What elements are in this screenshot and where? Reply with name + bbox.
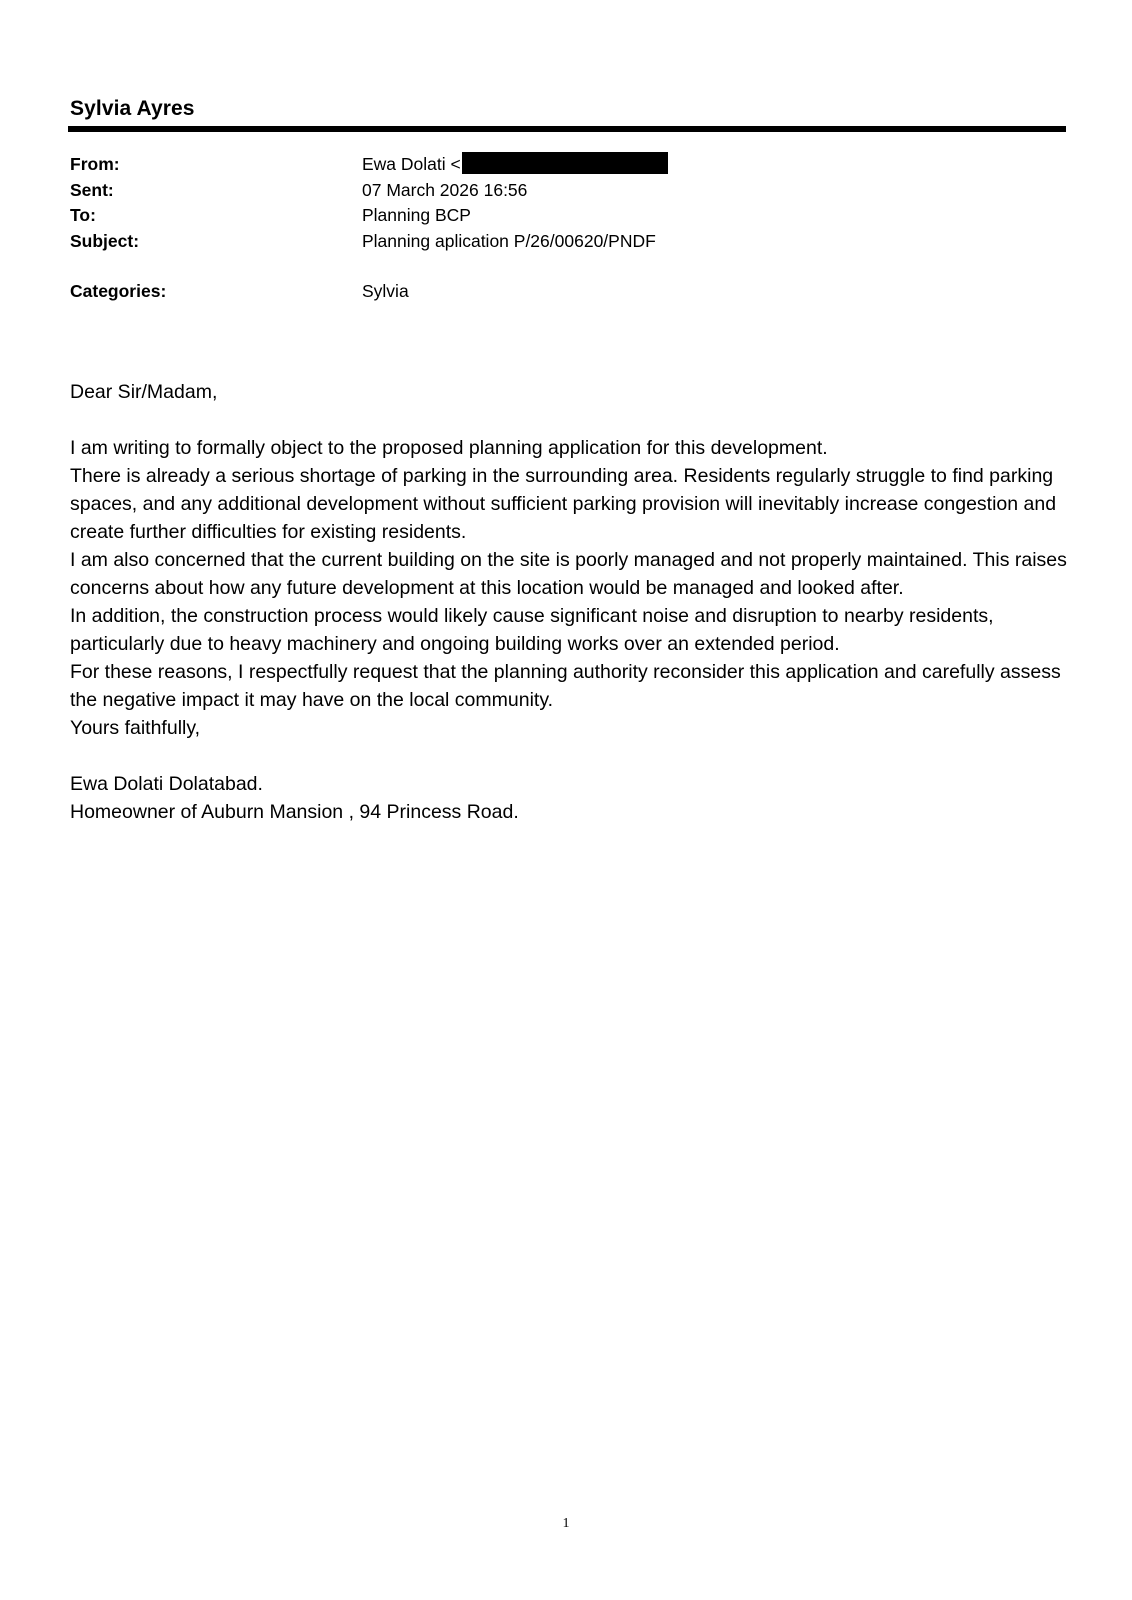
- body-paragraph-objection: I am writing to formally object to the proposed planning application for this development.: [70, 437, 828, 459]
- body-paragraph-management: I am also concerned that the current building on the site is poorly managed and not properly maintained. This raises concerns about how any future development at this location would be managed and looked after.: [70, 549, 1067, 599]
- signature-address: Homeowner of Auburn Mansion , 94 Princess Road.: [70, 801, 519, 823]
- categories-label: Categories:: [70, 281, 167, 301]
- to-row: [70, 203, 1070, 229]
- to-label: To:: [70, 205, 96, 225]
- categories-row: [70, 279, 1070, 305]
- greeting: Dear Sir/Madam,: [70, 381, 218, 403]
- body-paragraph-request: For these reasons, I respectfully request that the planning authority reconsider this application and carefully assess the negative impact it may have on the local community.: [70, 661, 1061, 711]
- sent-row: [70, 178, 1070, 204]
- subject-value: Planning aplication P/26/00620/PNDF: [362, 230, 656, 251]
- to-value: Planning BCP: [362, 205, 471, 225]
- blank-line: [70, 406, 1070, 434]
- subject-row: [70, 229, 1070, 255]
- sent-value: 07 March 2026 16:56: [362, 179, 528, 200]
- from-row: [70, 152, 1070, 178]
- from-label: From:: [70, 154, 120, 174]
- email-header: [70, 152, 1070, 305]
- mailbox-owner-name: Sylvia Ayres: [70, 97, 195, 120]
- sender-name: Ewa Dolati <: [362, 154, 461, 174]
- closing: Yours faithfully,: [70, 717, 201, 739]
- body-paragraph-parking: There is already a serious shortage of parking in the surrounding area. Residents regularly struggle to find parking spaces, and any additional development without sufficient parking provision will inevitably increase congestion and create further difficulties for existing residents.: [70, 465, 1057, 543]
- header-divider: [68, 126, 1066, 132]
- subject-label: Subject:: [70, 230, 140, 251]
- sent-label: Sent:: [70, 179, 114, 200]
- signature-name: Ewa Dolati Dolatabad.: [70, 773, 263, 795]
- body-paragraph-construction: In addition, the construction process would likely cause significant noise and disruption to nearby residents, particularly due to heavy machinery and ongoing building works over an extended period.: [70, 605, 994, 655]
- from-value: [362, 152, 668, 178]
- blank-line: [70, 742, 1070, 770]
- categories-value: Sylvia: [362, 281, 409, 301]
- redacted-email-address: [462, 152, 668, 174]
- page-number: 1: [562, 1516, 570, 1531]
- email-body: [70, 378, 1070, 826]
